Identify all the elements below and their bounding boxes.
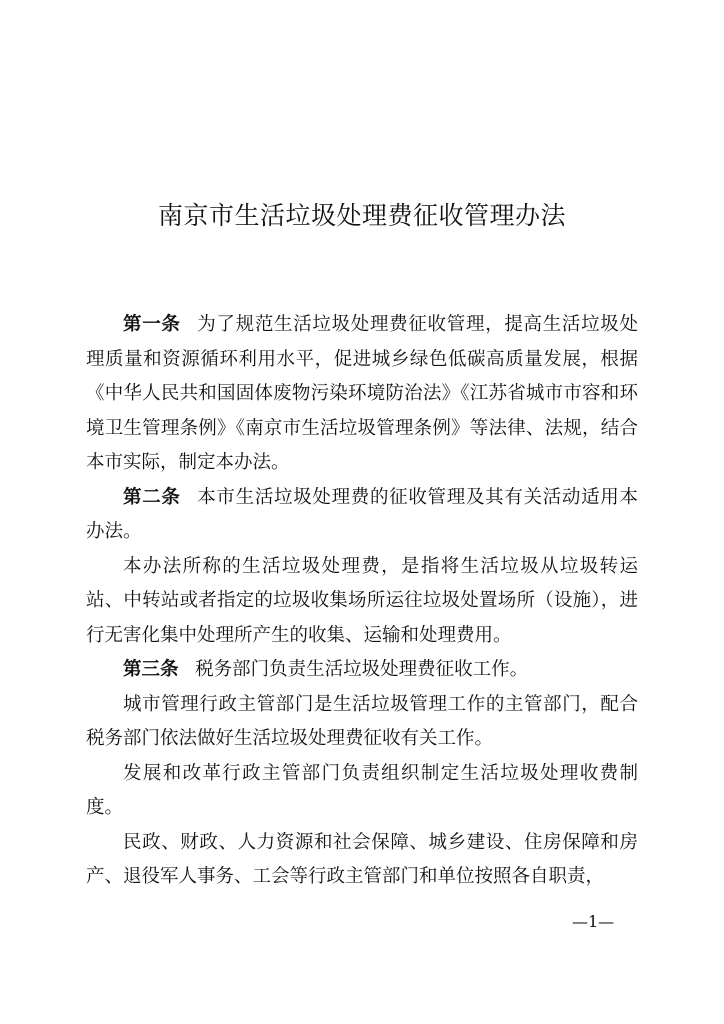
paragraph-text: 本办法所称的生活垃圾处理费，是指将生活垃圾从垃圾转运站、中转站或者指定的垃圾收集场所运往垃圾处置场所（设施），进行无害化集中处理所产生的收集、运输和处理费用。: [86, 555, 638, 646]
paragraph-text: 民政、财政、人力资源和社会保障、城乡建设、住房保障和房产、退役军人事务、工会等行政主管部门和单位按照各自职责，: [86, 831, 638, 887]
article-label: 第三条: [123, 659, 179, 680]
article-label: 第一条: [123, 314, 181, 335]
paragraph-text: 发展和改革行政主管部门负责组织制定生活垃圾处理收费制度。: [86, 762, 638, 818]
document-title: 南京市生活垃圾处理费征收管理办法: [157, 201, 566, 230]
document-body: [86, 308, 638, 895]
paragraph-text: 本市生活垃圾处理费的征收管理及其有关活动适用本办法。: [86, 486, 638, 542]
paragraph-article-2: [86, 481, 638, 550]
page-number: —1—: [572, 912, 615, 931]
paragraph-text: 为了规范生活垃圾处理费征收管理，提高生活垃圾处理质量和资源循环利用水平，促进城乡绿色低碳高质量发展，根据《中华人民共和国固体废物污染环境防治法》《江苏省城市市容和环境卫生管理条例》《南京市生活垃圾管理条例》等法律、法规，结合本市实际，制定本办法。: [86, 314, 638, 473]
paragraph-development-reform: [86, 757, 638, 826]
paragraph-city-management: [86, 688, 638, 757]
paragraph-article-1: [86, 308, 638, 481]
paragraph-article-3: [86, 653, 638, 688]
article-label: 第二条: [123, 486, 181, 508]
paragraph-text: 税务部门负责生活垃圾处理费征收工作。: [195, 659, 529, 680]
paragraph-definition: [86, 550, 638, 654]
paragraph-text: 城市管理行政主管部门是生活垃圾管理工作的主管部门，配合税务部门依法做好生活垃圾处理费征收有关工作。: [86, 693, 638, 749]
paragraph-other-departments: [86, 826, 638, 895]
